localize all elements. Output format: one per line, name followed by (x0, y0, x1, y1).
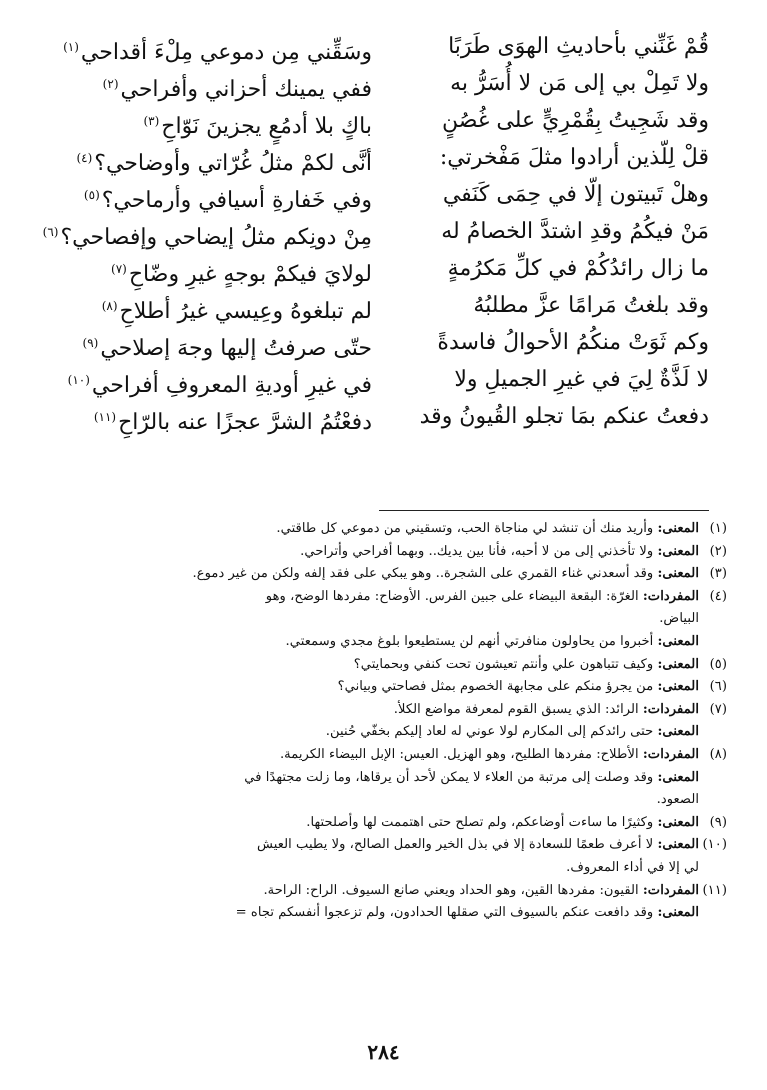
footnote-marker: (١١) (93, 410, 117, 424)
footnote-label: المعنى: (657, 521, 699, 536)
footnote-line (37, 744, 727, 767)
footnote-text: لي إلا في أداء المعروف. (566, 859, 699, 875)
hemistich-text: وهلْ تَبيتون إلّا في حِمَى كَنَفي (442, 182, 709, 207)
footnote-line (37, 541, 727, 564)
verse-second-hemistich (42, 30, 372, 64)
footnote-number: (٢) (709, 543, 727, 559)
footnote-marker: (٤) (76, 151, 93, 165)
verse-first-hemistich (404, 30, 709, 64)
footnote-text: وقد وصلت إلى مرتبة من العلاء لا يمكن لأحد أن يرقاها، وما زلت مجتهدًا في (244, 769, 654, 785)
footnotes (37, 518, 727, 925)
hemistich-text: لا لَذَّةٌ لِيَ في غيرِ الجميلِ ولا (454, 367, 709, 392)
footnote-text: البياض. (659, 611, 699, 627)
footnote-line (37, 699, 727, 722)
hemistich-text: أنَّى لكمْ مثلُ غُرّاتي وأوضاحي؟ (94, 151, 372, 177)
hemistich-text: وكم ثَوَتْ منكُمُ الأحوالُ فاسدةً (437, 330, 709, 355)
hemistich-text: مِنْ دونِكم مثلُ إيضاحي وإفصاحي؟ (60, 225, 372, 251)
footnote-line (37, 608, 727, 631)
footnote-marker: (٥) (83, 188, 100, 202)
verse-second-hemistich (42, 178, 372, 212)
footnote-marker: (٢) (102, 77, 119, 91)
footnote-number: (٧) (709, 701, 727, 717)
verse-line (0, 141, 767, 175)
verse-first-hemistich (404, 104, 709, 138)
footnote-text: وقد دافعت عنكم بالسيوف التي صقلها الحدادون، ولم تزعجوا أنفسكم تجاه = (235, 905, 654, 921)
footnote-label: المفردات: (642, 701, 699, 717)
footnote-label: المعنى: (657, 769, 699, 785)
footnote-text: وقد أسعدني غناء القمري على الشجرة.. وهو يبكي على فقد إلفه ولكن من غير دموع. (192, 566, 654, 582)
verse-line (0, 289, 767, 323)
footnote-line (37, 812, 727, 835)
footnote-number: (٥) (709, 656, 727, 672)
verse-second-hemistich (42, 104, 372, 138)
footnote-line (37, 586, 727, 609)
footnote-label: المعنى: (657, 543, 699, 559)
hemistich-text: باكٍ بلا أدمُعٍ يجزينَ نَوّاحِ (161, 114, 372, 140)
verse-line (0, 215, 767, 249)
verse-line (0, 30, 767, 64)
footnote-label: المفردات: (642, 588, 699, 604)
footnote-line (37, 834, 727, 857)
verse-second-hemistich (42, 326, 372, 360)
hemistich-text: لولايَ فيكمْ بوجهٍ غيرِ وضّاحِ (128, 262, 372, 288)
verse-first-hemistich (404, 326, 709, 360)
hemistich-text: ولا تَمِلْ بي إلى مَن لا أُسَرُّ به (450, 71, 709, 96)
footnote-text: القيون: مفردها القين، وهو الحداد ويعني صانع السيوف. الراح: الراحة. (263, 882, 639, 898)
hemistich-text: دفعْتُمُ الشرَّ عجزًا عنه بالرّاحِ (118, 410, 372, 436)
verse-line (0, 178, 767, 212)
footnote-text: وأريد منك أن تنشد لي مناجاة الحب، وتسقيني من دموعي كل طاقتي. (276, 521, 654, 536)
verse-second-hemistich (42, 67, 372, 101)
footnote-marker: (٦) (42, 225, 59, 239)
footnote-number: (١) (709, 521, 727, 536)
footnote-marker: (١) (63, 40, 79, 54)
verse-second-hemistich (42, 215, 372, 249)
footnote-separator (379, 510, 709, 511)
verse-line (0, 363, 767, 397)
footnote-label: المعنى: (657, 656, 699, 672)
footnote-text: حتى رائدكم إلى المكارم لولا عوني له لعاد إليكم بخفّي حُنين. (325, 724, 654, 740)
verse-first-hemistich (404, 178, 709, 212)
footnote-text: وكثيرًا ما ساءت أوضاعكم، ولم تصلح حتى اهتممت لها وأصلحتها. (306, 814, 654, 830)
verse-first-hemistich (404, 141, 709, 175)
verse-second-hemistich (42, 363, 372, 397)
footnote-line (37, 721, 727, 744)
verse-first-hemistich (404, 289, 709, 323)
hemistich-text: في غيرِ أوديةِ المعروفِ أفراحي (91, 373, 372, 399)
hemistich-text: وقد بلغتُ مَرامًا عزَّ مطلبُهُ (473, 293, 709, 318)
footnote-label: المعنى: (657, 724, 699, 740)
footnote-line (37, 654, 727, 677)
footnote-number: (١١) (702, 882, 727, 898)
hemistich-text: لم تبلغوهُ وعِيسي غيرُ أطلاحِ (119, 299, 372, 325)
footnote-line (37, 563, 727, 586)
verse-first-hemistich (404, 67, 709, 101)
footnote-marker: (٩) (82, 336, 99, 350)
footnote-label: المعنى: (657, 679, 699, 695)
footnote-text: الغرّة: البقعة البيضاء على جبين الفرس. الأوضاح: مفردها الوضح، وهو (265, 588, 639, 604)
hemistich-text: ففي يمينك أحزاني وأفراحي (120, 77, 372, 103)
footnote-line (37, 631, 727, 654)
hemistich-text: قُمْ غَنِّني بأحاديثِ الهوَى طَرَبًا (448, 34, 709, 59)
footnote-marker: (٧) (111, 262, 127, 276)
footnote-line (37, 789, 727, 812)
footnote-number: (٣) (709, 566, 727, 582)
verse-line (0, 104, 767, 138)
hemistich-text: وفي خَفارةِ أسيافي وأرماحي؟ (101, 188, 372, 214)
footnote-line (37, 902, 727, 925)
footnote-marker: (٨) (101, 299, 118, 313)
verse-second-hemistich (42, 141, 372, 175)
verse-second-hemistich (42, 252, 372, 286)
verse-first-hemistich (404, 400, 709, 434)
footnote-text: الأطلاح: مفردها الطليح، وهو الهزيل. العيس: الإبل البيضاء الكريمة. (279, 746, 639, 762)
footnote-label: المعنى: (657, 814, 699, 830)
verse-first-hemistich (404, 252, 709, 286)
verse-line (0, 67, 767, 101)
footnote-label: المعنى: (657, 633, 699, 649)
footnote-number: (١٠) (702, 837, 727, 853)
verse-line (0, 400, 767, 434)
footnote-line (37, 857, 727, 880)
footnote-label: المعنى: (657, 905, 699, 921)
footnote-text: لا أعرف طعمًا للسعادة إلا في بذل الخير والعمل الصالح، ولا يطيب العيش (256, 837, 654, 853)
hemistich-text: وسَقِّني مِن دموعي مِلْءَ أقداحي (80, 40, 372, 66)
hemistich-text: دفعتُ عنكم بمَا تجلو القُيونُ وقد (419, 404, 709, 429)
hemistich-text: حتّى صرفتُ إليها وجهَ إصلاحي (100, 336, 372, 362)
footnote-number: (٨) (709, 746, 727, 762)
hemistich-text: وقد شَجِيتُ بِقُمْرِيٍّ على غُصُنٍ (442, 108, 709, 133)
page-number: ٢٨٤ (367, 1040, 400, 1064)
footnote-line (37, 518, 727, 541)
hemistich-text: قلْ لِلّذين أرادوا مثلَ مَفْخرتي: (439, 145, 709, 170)
hemistich-text: مَنْ فيكُمُ وقدِ اشتدَّ الخصامُ له (441, 219, 709, 244)
footnote-text: وكيف تتباهون علي وأنتم تعيشون تحت كنفي وبحمايتي؟ (353, 656, 654, 672)
footnote-line (37, 880, 727, 903)
footnote-marker: (١٠) (67, 373, 90, 387)
verse-second-hemistich (42, 289, 372, 323)
verse-first-hemistich (404, 215, 709, 249)
footnote-text: ولا تأخذني إلى من لا أحبه، فأنا بين يديك.. وبهما أفراحي وأتراحي. (300, 543, 654, 559)
footnote-number: (٩) (709, 814, 727, 830)
hemistich-text: ما زال رائدُكُمْ في كلِّ مَكرُمةٍ (447, 256, 709, 281)
verse-line (0, 252, 767, 286)
footnote-label: المعنى: (657, 837, 699, 853)
verse-second-hemistich (42, 400, 372, 434)
verse-line (0, 326, 767, 360)
footnote-text: الصعود. (656, 792, 699, 808)
verse-first-hemistich (404, 363, 709, 397)
footnote-number: (٦) (709, 679, 727, 695)
footnote-line (37, 767, 727, 790)
footnote-text: الرائد: الذي يسبق القوم لمعرفة مواضع الكلأ. (393, 701, 639, 717)
footnote-marker: (٣) (143, 114, 160, 128)
footnote-label: المفردات: (642, 746, 699, 762)
footnote-text: من يجرؤ منكم على مجابهة الخصوم بمثل فصاحتي وبياني؟ (337, 679, 654, 695)
footnote-number: (٤) (709, 588, 727, 604)
footnote-label: المعنى: (657, 566, 699, 582)
footnote-text: أخبروا من يحاولون منافرتي أنهم لن يستطيعوا بلوغ مجدي وسمعتي. (285, 633, 654, 649)
footnote-label: المفردات: (642, 882, 699, 898)
footnote-line (37, 676, 727, 699)
